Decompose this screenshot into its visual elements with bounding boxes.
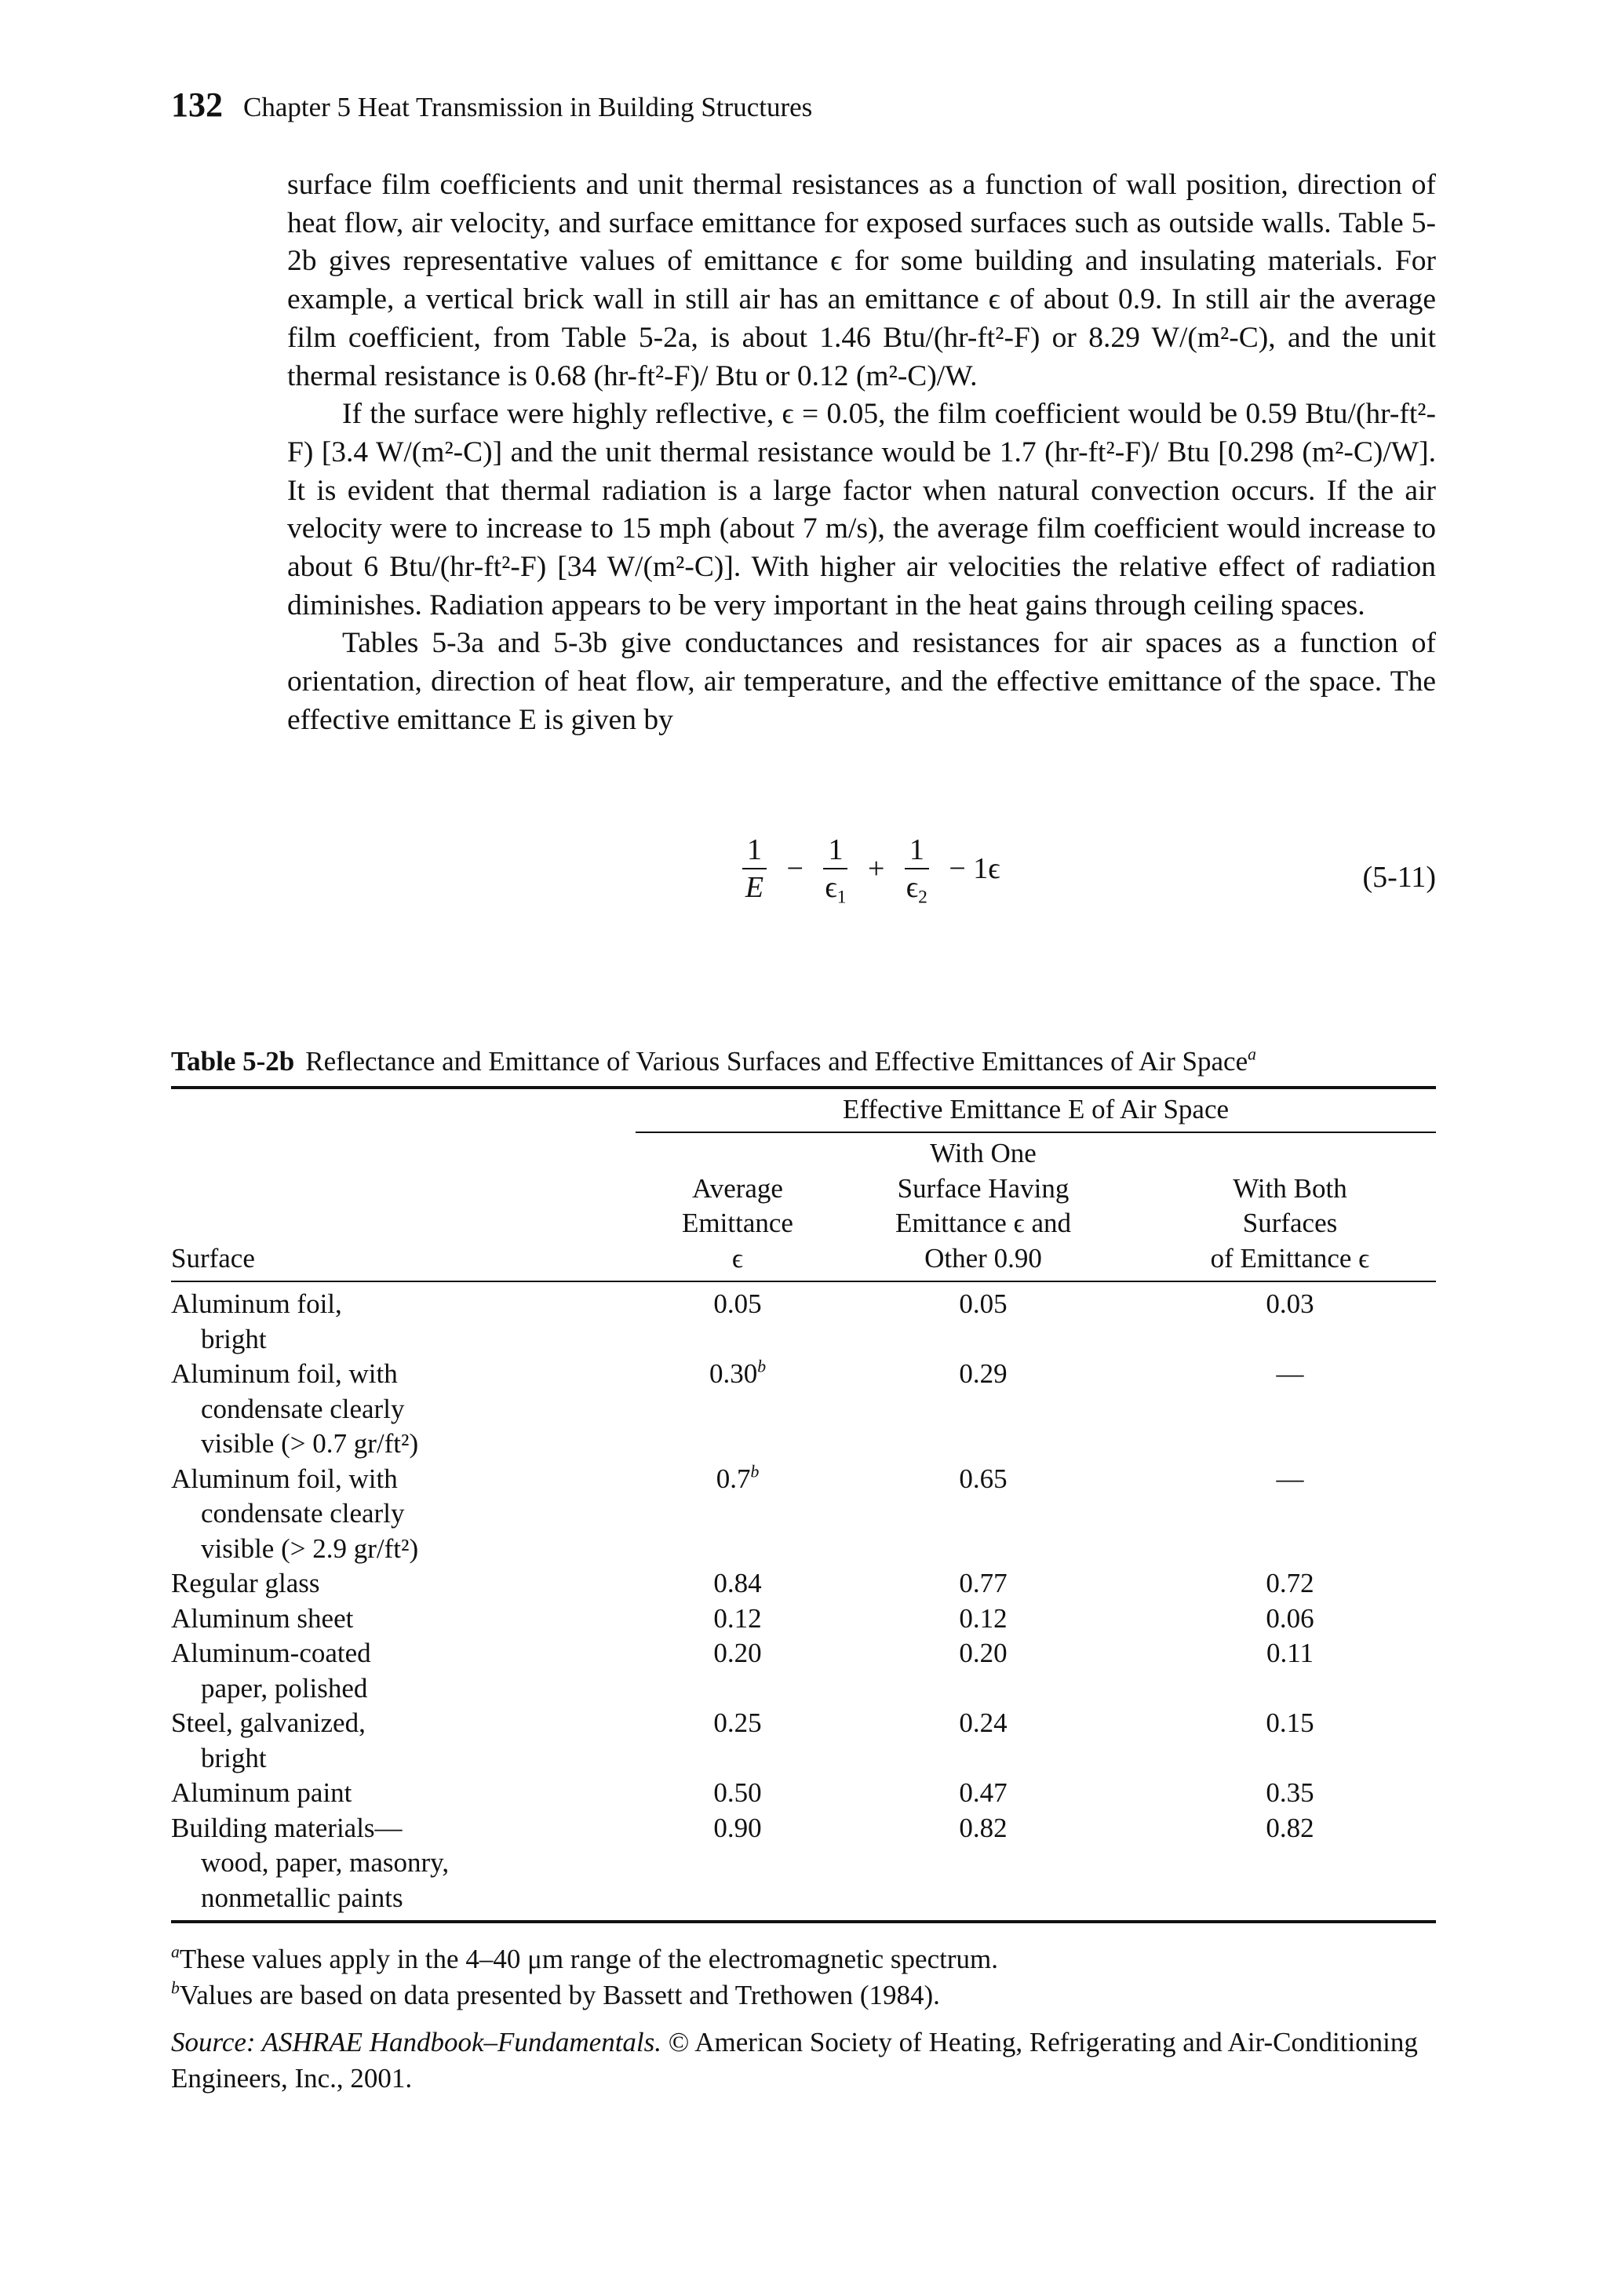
one-surface-cell: 0.20 [959, 1638, 1008, 1668]
table-row [171, 1706, 1436, 1776]
average-emittance-cell: 0.90 [713, 1812, 762, 1843]
equation-number: (5-11) [1362, 861, 1436, 894]
table-row [171, 1636, 1436, 1706]
one-surface-cell: 0.77 [959, 1568, 1008, 1598]
one-surface-cell: 0.65 [959, 1463, 1008, 1494]
average-emittance-cell: 0.50 [713, 1777, 762, 1808]
footnote-b: $^b$Values are based on data presented by Bassett and Trethowen (1984). [171, 1978, 940, 2010]
both-surfaces-cell: 0.06 [1266, 1602, 1314, 1634]
both-surfaces-cell: — [1276, 1463, 1304, 1494]
fraction-1-over-e2: $\frac{1}{\epsilon_2}$ [906, 833, 927, 908]
surface-cell: Regular glass [171, 1568, 320, 1598]
one-surface-cell: 0.29 [959, 1358, 1008, 1389]
table-body [171, 1281, 1436, 1923]
table-row [171, 1462, 1436, 1567]
table-source: Source: ASHRAE Handbook–Fundamentals. © American Society of Heating, Refrigerating and Air-Conditioning Engineers, Inc., 2001. [171, 2027, 1418, 2094]
one-surface-cell: 0.24 [959, 1707, 1008, 1738]
both-surfaces-cell: 0.82 [1266, 1812, 1314, 1843]
chapter-title: Chapter 5 Heat Transmission in Building Structures [243, 92, 813, 122]
both-surfaces-cell: 0.15 [1266, 1707, 1314, 1738]
both-surfaces-cell: 0.11 [1266, 1638, 1314, 1668]
col-average-emittance: Average Emittance ϵ [682, 1172, 793, 1274]
running-header [171, 85, 812, 132]
emittance-table [171, 1086, 1436, 1923]
average-emittance-cell: 0.30$^b$ [709, 1357, 767, 1389]
average-emittance-cell: 0.05 [713, 1288, 762, 1319]
col-surface: Surface [171, 1242, 255, 1274]
footnote-a: $^a$These values apply in the 4–40 μm range of the electromagnetic spectrum. [171, 1942, 998, 1974]
surface-cell: Aluminum-coated paper, polished [171, 1638, 371, 1704]
group-header: Effective Emittance E of Air Space [636, 1089, 1436, 1133]
average-emittance-cell: 0.20 [713, 1638, 762, 1668]
one-surface-cell: 0.12 [959, 1602, 1008, 1634]
body-text [287, 166, 1436, 740]
table-caption-text: Reflectance and Emittance of Various Surfaces and Effective Emittances of Air Space [305, 1046, 1248, 1077]
table-row [171, 1602, 1436, 1637]
table-row [171, 1776, 1436, 1811]
table-row [171, 1287, 1436, 1357]
table-header [171, 1133, 1436, 1281]
surface-cell: Building materials— wood, paper, masonry, nonmetallic paints [171, 1812, 450, 1913]
table-caption: Table 5-2b Reflectance and Emittance of Various Surfaces and Effective Emittances of Air Space$^a$ [171, 1044, 1256, 1077]
paragraph-3: Tables 5-3a and 5-3b give conductances and resistances for air spaces as a function of orientation, direction of heat flow, air temperature, and the effective emittance of the space. The effective emittance E is given by [287, 627, 1436, 736]
paragraph-1: surface film coefficients and unit thermal resistances as a function of wall position, direction of heat flow, air velocity, and surface emittance for exposed surfaces such as outside walls. Table 5-2b gives representative values of emittance ϵ for some building and insulating materials. For example, a vertical brick wall in still air has an emittance ϵ of about 0.9. In still air the average film coefficient, from Table 5-2a, is about 1.46 Btu/(hr-ft²-F) or 8.29 W/(m²-C), and the unit thermal resistance is 0.68 (hr-ft²-F)/ Btu or 0.12 (m²-C)/W. [287, 169, 1436, 392]
both-surfaces-cell: — [1276, 1358, 1304, 1389]
col-one-surface: With One Surface Having Emittance ϵ and Other 0.90 [895, 1138, 1072, 1274]
average-emittance-cell: 0.7$^b$ [716, 1462, 760, 1494]
surface-cell: Aluminum foil, bright [171, 1288, 342, 1354]
surface-cell: Steel, galvanized, bright [171, 1707, 366, 1773]
fraction-1-over-e1: $\frac{1}{\epsilon_1}$ [825, 833, 847, 908]
col-both-surfaces: With Both Surfaces of Emittance ϵ [1210, 1172, 1370, 1274]
one-surface-cell: 0.47 [959, 1777, 1008, 1808]
surface-cell: Aluminum foil, with condensate clearly visible (> 0.7 gr/ft²) [171, 1358, 419, 1459]
one-surface-cell: 0.05 [959, 1288, 1008, 1319]
surface-cell: Aluminum sheet [171, 1602, 354, 1634]
equation-5-11: $\frac{1}{E}$ − $\frac{1}{\epsilon_1}$ + $\frac{1}{\epsilon_2}$ − 1ϵ [738, 832, 1008, 906]
one-surface-cell: 0.82 [959, 1812, 1008, 1843]
average-emittance-cell: 0.84 [713, 1568, 762, 1598]
table-row [171, 1566, 1436, 1602]
average-emittance-cell: 0.12 [713, 1602, 762, 1634]
fraction-1-over-E: $\frac{1}{E}$ [742, 832, 767, 906]
surface-cell: Aluminum foil, with condensate clearly visible (> 2.9 gr/ft²) [171, 1463, 419, 1564]
both-surfaces-cell: 0.03 [1266, 1288, 1314, 1319]
both-surfaces-cell: 0.72 [1266, 1568, 1314, 1598]
page-number: 132 [171, 86, 223, 124]
surface-cell: Aluminum paint [171, 1777, 352, 1808]
table-label: Table 5-2b [171, 1046, 295, 1077]
table-footnotes [171, 1941, 1436, 2097]
both-surfaces-cell: 0.35 [1266, 1777, 1314, 1808]
paragraph-2: If the surface were highly reflective, ϵ = 0.05, the film coefficient would be 0.59 Btu/(hr-ft²-F) [3.4 W/(m²-C)] and the unit thermal resistance would be 1.7 (hr-ft²-F)/ Btu [0.298 (m²-C)/W]. It is evident that thermal radiation is a large factor when natural convection occurs. If the air velocity were to increase to 15 mph (about 7 m/s), the average film coefficient would increase to about 6 Btu/(hr-ft²-F) [34 W/(m²-C)]. With higher air velocities the relative effect of radiation diminishes. Radiation appears to be very important in the heat gains through ceiling spaces. [287, 398, 1436, 621]
average-emittance-cell: 0.25 [713, 1707, 762, 1738]
table-row [171, 1811, 1436, 1916]
table-row [171, 1357, 1436, 1462]
